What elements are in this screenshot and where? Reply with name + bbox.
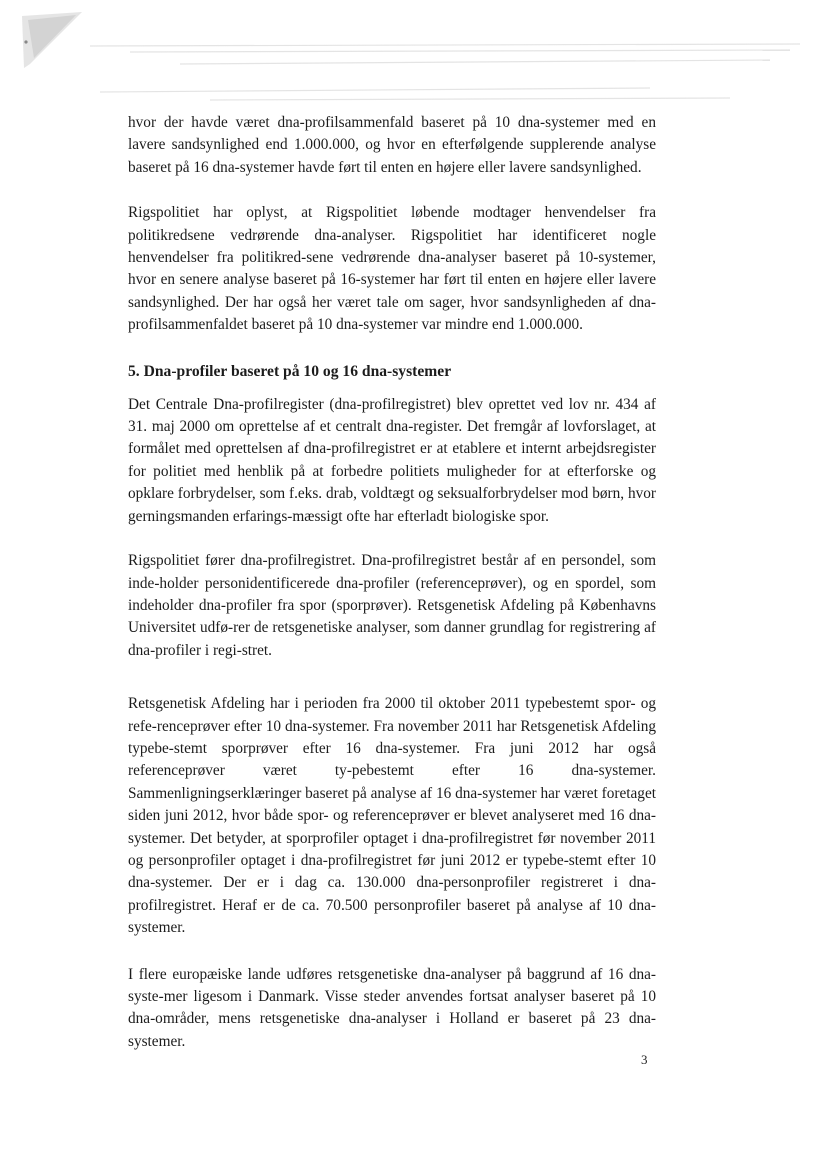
scan-fold-mark (22, 12, 84, 68)
paragraph-2: Rigspolitiet har oplyst, at Rigspolitiet løbende modtager henvendelser fra politikredsene vedrørende dna-analyser. Rigspolitiet har identificeret nogle henvendelser fra politikred-sene vedrørende dna-analyser baseret på 10-systemer, hvor en senere analyse baseret på 16-systemer har ført til enten en højere eller lavere sandsynlighed. Der har også her været tale om sager, hvor sandsynligheden af dna-profilsammenfaldet baseret på 10 dna-systemer var mindre end 1.000.000. (128, 204, 656, 334)
paragraph-6: I flere europæiske lande udføres retsgenetiske dna-analyser på baggrund af 16 dna-syste-mer ligesom i Danmark. Visse steder anvendes fortsat analyser baseret på 10 dna-områder, mens retsgenetiske dna-analyser i Holland er baseret på 23 dna-systemer. (128, 965, 656, 1050)
paragraph-4: Rigspolitiet fører dna-profilregistret. Dna-profilregistret består af en persondel, som inde-holder personidentificerede dna-profiler (referenceprøver), og en spordel, som indeholder dna-profiler fra spor (sporprøver). Retsgenetisk Afdeling på Københavns Universitet udfø-rer de retsgenetiske analyser, som danner grundlag for registrering af dna-profiler i regi-stret. (128, 552, 656, 659)
paragraph-3: Det Centrale Dna-profilregister (dna-profilregistret) blev oprettet ved lov nr. 434 af 31. maj 2000 om oprettelse af et centralt dna-register. Det fremgår af lovforslaget, at formålet med oprettelsen af dna-profilregistret er at etablere et internt arbejdsregister for politiet med henblik på at forbedre politiets muligheder for at efterforske og opklare forbrydelser, som f.eks. drab, voldtægt og seksualforbrydelser mod børn, hvor gerningsmanden erfarings-mæssigt ofte har efterladt biologiske spor. (128, 395, 656, 525)
paragraph-1: hvor der havde været dna-profilsammenfald baseret på 10 dna-systemer med en lavere sandsynlighed end 1.000.000, og hvor en efterfølgende supplerende analyse baseret på 16 dna-systemer havde ført til enten en højere eller lavere sandsynlighed. (128, 114, 656, 176)
page-number: 3 (641, 1052, 648, 1067)
scan-noise-streak (90, 42, 810, 102)
section-heading: 5. Dna-profiler baseret på 10 og 16 dna-systemer (128, 362, 452, 380)
paragraph-5: Retsgenetisk Afdeling har i perioden fra 2000 til oktober 2011 typebestemt spor- og refe-renceprøver efter 10 dna-systemer. Fra november 2011 har Retsgenetisk Afdeling typebe-stemt sporprøver efter 16 dna-systemer. Fra juni 2012 har også referenceprøver været ty-pebestemt efter 16 dna-systemer. Sammenligningserklæringer baseret på analyse af 16 dna-systemer har været foretaget siden juni 2012, hvor både spor- og referenceprøver er blevet analyseret med 16 dna-systemer. Det betyder, at sporprofiler optaget i dna-profilregistret før november 2011 og personprofiler optaget i dna-profilregistret før juni 2012 er typebe-stemt efter 10 dna-systemer. Der er i dag ca. 130.000 dna-personprofiler registreret i dna-profilregistret. Heraf er de ca. 70.500 personprofiler baseret på analyse af 10 dna-systemer. (128, 695, 656, 937)
document-page (128, 112, 656, 1053)
